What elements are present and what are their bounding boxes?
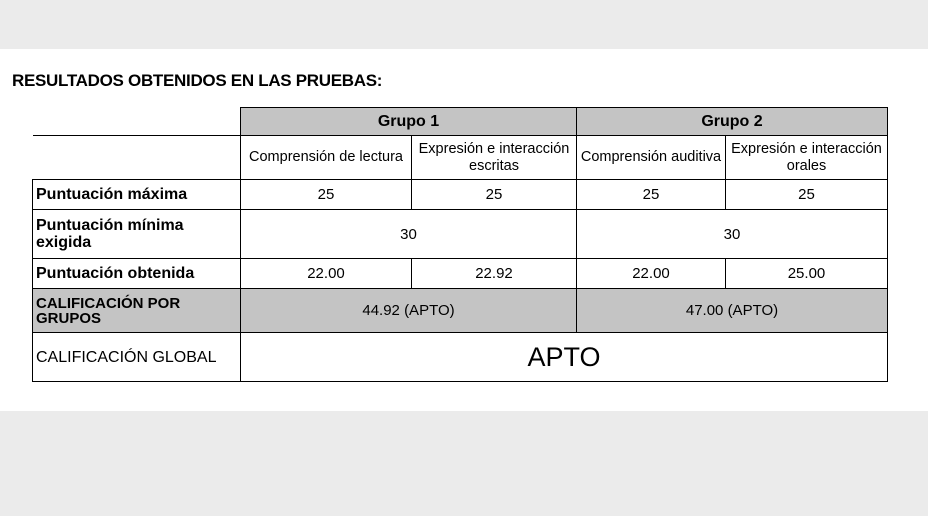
- max-score-cell: 25: [241, 180, 412, 210]
- obtained-score-label: Puntuación obtenida: [33, 259, 241, 289]
- max-score-label: Puntuación máxima: [33, 180, 241, 210]
- group-2-header: Grupo 2: [577, 108, 888, 136]
- group-1-header: Grupo 1: [241, 108, 577, 136]
- group-grade-row: [33, 289, 888, 333]
- obtained-score-row: [33, 259, 888, 289]
- min-score-group-2: 30: [577, 210, 888, 259]
- section-heading: RESULTADOS OBTENIDOS EN LAS PRUEBAS:: [12, 71, 383, 90]
- group-1-grade: 44.92 (APTO): [241, 289, 577, 333]
- empty-corner-cell: [33, 108, 241, 136]
- test-header-row: [33, 136, 888, 180]
- min-score-label: Puntuación mínima exigida: [33, 210, 241, 259]
- max-score-cell: 25: [726, 180, 888, 210]
- header-reading-comprehension: Comprensión de lectura: [241, 136, 412, 180]
- group-grade-label: CALIFICACIÓN POR GRUPOS: [33, 289, 241, 333]
- results-table: [32, 107, 888, 382]
- group-header-row: [33, 108, 888, 136]
- header-written-expression: Expresión e interacción escritas: [412, 136, 577, 180]
- group-2-grade: 47.00 (APTO): [577, 289, 888, 333]
- global-grade-value: APTO: [241, 333, 888, 382]
- header-listening-comprehension: Comprensión auditiva: [577, 136, 726, 180]
- obtained-score-cell: 22.00: [241, 259, 412, 289]
- max-score-cell: 25: [412, 180, 577, 210]
- min-score-row: [33, 210, 888, 259]
- empty-corner-cell: [33, 136, 241, 180]
- max-score-row: [33, 180, 888, 210]
- header-oral-expression: Expresión e interacción orales: [726, 136, 888, 180]
- global-grade-label: CALIFICACIÓN GLOBAL: [33, 333, 241, 382]
- results-sheet: [0, 49, 928, 411]
- obtained-score-cell: 25.00: [726, 259, 888, 289]
- global-grade-row: [33, 333, 888, 382]
- min-score-group-1: 30: [241, 210, 577, 259]
- obtained-score-cell: 22.00: [577, 259, 726, 289]
- max-score-cell: 25: [577, 180, 726, 210]
- obtained-score-cell: 22.92: [412, 259, 577, 289]
